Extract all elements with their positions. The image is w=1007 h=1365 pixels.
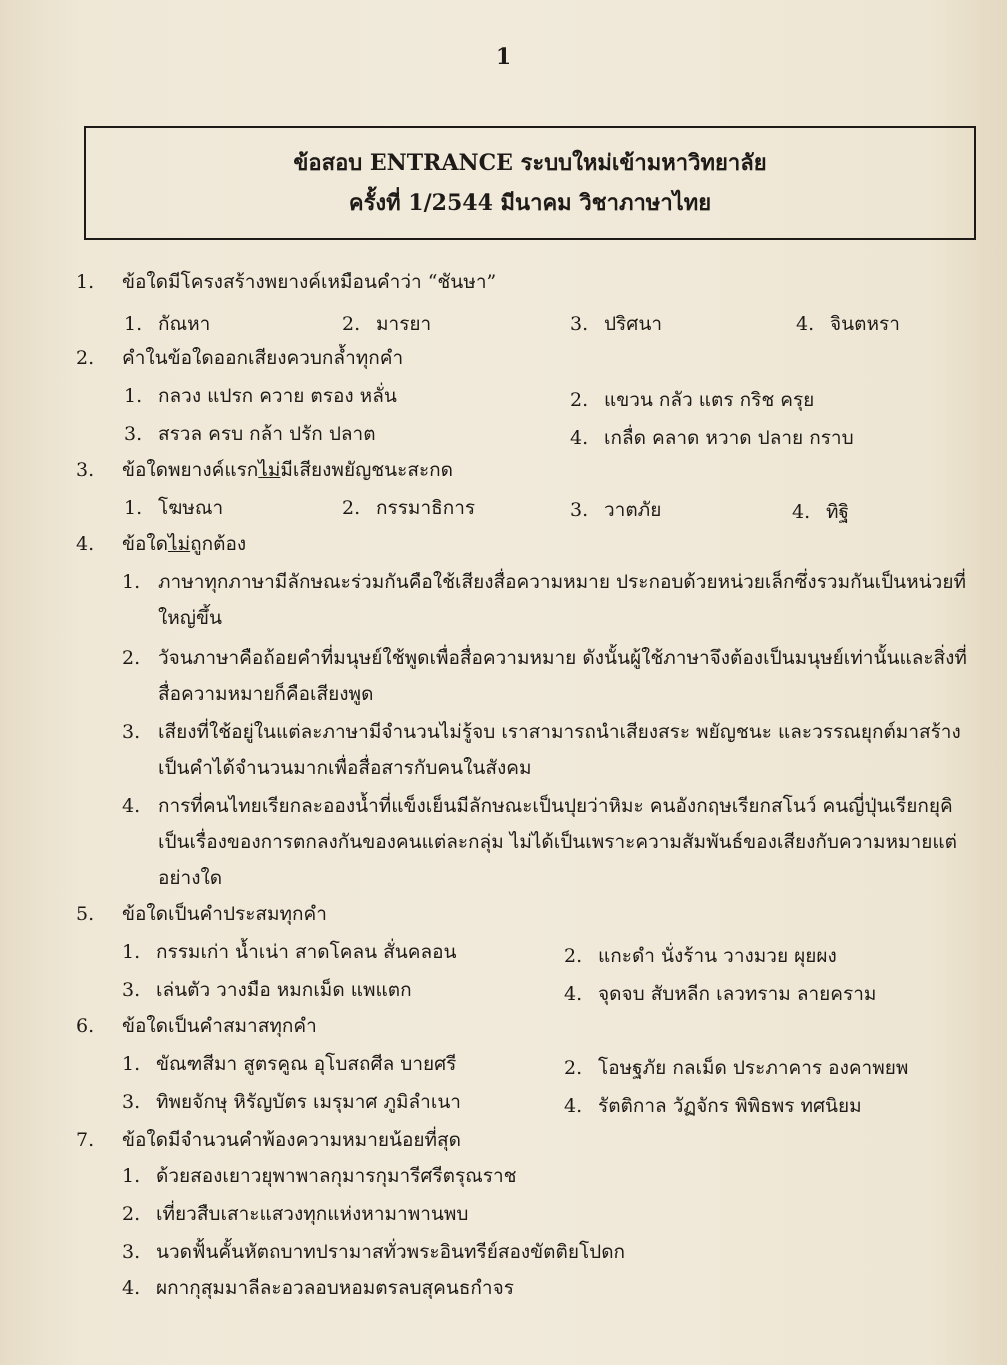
- option-number: 3.: [122, 721, 141, 743]
- option-number: 3.: [570, 499, 589, 521]
- question-text-a: ข้อใดพยางค์แรก: [122, 459, 259, 481]
- option-2-1[interactable]: [124, 384, 397, 408]
- option-text: เล่นตัว วางมือ หมกเม็ด แพแตก: [156, 979, 412, 1001]
- option-1-3[interactable]: [570, 312, 662, 336]
- option-7-1[interactable]: [122, 1164, 517, 1188]
- option-number: 2.: [122, 647, 141, 669]
- exam-title-line-1: ข้อสอบ ENTRANCE ระบบใหม่เข้ามหาวิทยาลัย: [293, 150, 767, 176]
- option-number: 2.: [342, 313, 361, 335]
- option-text: กัณหา: [158, 313, 211, 335]
- option-number: 1.: [124, 313, 143, 335]
- option-4-4[interactable]: [122, 788, 982, 896]
- option-6-1[interactable]: [122, 1052, 456, 1076]
- question-number: 3.: [76, 459, 95, 481]
- option-number: 1.: [122, 1053, 141, 1075]
- option-4-1[interactable]: [122, 564, 982, 636]
- option-number: 3.: [122, 1241, 141, 1263]
- question-text: ข้อใดมีโครงสร้างพยางค์เหมือนคำว่า “ชันษา”: [122, 271, 497, 293]
- question-text-underlined: ไม่: [258, 459, 281, 481]
- question-3: [76, 458, 453, 482]
- question-text: ข้อใดเป็นคำสมาสทุกคำ: [122, 1015, 317, 1037]
- option-text: จินตหรา: [830, 313, 900, 335]
- option-text: โฆษณา: [158, 497, 224, 519]
- option-number: 3.: [570, 313, 589, 335]
- question-text-b: ถูกต้อง: [190, 533, 247, 555]
- option-5-3[interactable]: [122, 978, 412, 1002]
- option-number: 2.: [122, 1203, 141, 1225]
- option-text: เสียงที่ใช้อยู่ในแต่ละภาษามีจำนวนไม่รู้จบ เราสามารถนำเสียงสระ พยัญชนะ และวรรณยุกต์มาสร้างเป็นคำได้จำนวนมากเพื่อสื่อสารกับคนในสังคม: [158, 721, 961, 779]
- option-number: 4.: [570, 427, 589, 449]
- option-number: 2.: [570, 389, 589, 411]
- option-1-1[interactable]: [124, 312, 210, 336]
- option-4-3[interactable]: [122, 714, 982, 786]
- option-text: การที่คนไทยเรียกละอองน้ำที่แข็งเย็นมีลักษณะเป็นปุยว่าหิมะ คนอังกฤษเรียกสโนว์ คนญี่ปุ่นเรียกยุคิ เป็นเรื่องของการตกลงกันของคนแต่ละกลุ่ม ไม่ได้เป็นเพราะความสัมพันธ์ของเสียงกับความหมายแต่อย่างใด: [158, 795, 957, 889]
- option-6-2[interactable]: [564, 1056, 908, 1080]
- option-text: จุดจบ สับหลีก เลวทราม ลายคราม: [598, 983, 877, 1005]
- option-number: 4.: [122, 1277, 141, 1299]
- option-number: 1.: [122, 1165, 141, 1187]
- option-3-1[interactable]: [124, 496, 223, 520]
- option-2-2[interactable]: [570, 388, 814, 412]
- option-number: 1.: [122, 571, 141, 593]
- question-6: [76, 1014, 317, 1038]
- question-4: [76, 532, 246, 556]
- option-text: ด้วยสองเยาวยุพาพาลกุมารกุมารีศรีตรุณราช: [156, 1165, 517, 1187]
- question-5: [76, 902, 327, 926]
- question-number: 4.: [76, 533, 95, 555]
- option-1-2[interactable]: [342, 312, 431, 336]
- option-text: กรรมาธิการ: [376, 497, 476, 519]
- option-text: สรวล ครบ กล้า ปรัก ปลาต: [158, 423, 376, 445]
- option-text: นวดฟั้นคั้นหัตถบาทปรามาสทั่วพระอินทรีย์สองขัตติยโปดก: [156, 1241, 626, 1263]
- option-text: มารยา: [376, 313, 432, 335]
- question-text-b: มีเสียงพยัญชนะสะกด: [280, 459, 453, 481]
- option-number: 4.: [796, 313, 815, 335]
- question-number: 6.: [76, 1015, 95, 1037]
- option-text: กลวง แปรก ควาย ตรอง หลั่น: [158, 385, 397, 407]
- option-text: ผกากุสุมมาลีละอวลอบหอมตรลบสุคนธกำจร: [156, 1277, 514, 1299]
- option-number: 3.: [124, 423, 143, 445]
- question-text: คำในข้อใดออกเสียงควบกล้ำทุกคำ: [122, 347, 404, 369]
- option-7-2[interactable]: [122, 1202, 468, 1226]
- option-number: 3.: [122, 979, 141, 1001]
- option-number: 4.: [792, 501, 811, 523]
- option-7-3[interactable]: [122, 1240, 625, 1264]
- question-text: ข้อใดเป็นคำประสมทุกคำ: [122, 903, 327, 925]
- option-5-2[interactable]: [564, 944, 837, 968]
- option-number: 1.: [124, 497, 143, 519]
- question-1: [76, 270, 496, 294]
- option-4-2[interactable]: [122, 640, 982, 712]
- option-6-3[interactable]: [122, 1090, 461, 1114]
- question-text: ข้อใดมีจำนวนคำพ้องความหมายน้อยที่สุด: [122, 1129, 461, 1151]
- option-number: 1.: [122, 941, 141, 963]
- page-number: 1: [495, 44, 512, 70]
- option-3-2[interactable]: [342, 496, 475, 520]
- question-number: 1.: [76, 271, 95, 293]
- option-number: 3.: [122, 1091, 141, 1113]
- option-text: รัตติกาล วัฏจักร พิพิธพร ทศนิยม: [598, 1095, 862, 1117]
- option-text: กรรมเก่า น้ำเน่า สาดโคลน สั่นคลอน: [156, 941, 457, 963]
- question-text-a: ข้อใด: [122, 533, 169, 555]
- option-number: 4.: [564, 983, 583, 1005]
- question-number: 5.: [76, 903, 95, 925]
- option-3-4[interactable]: [792, 500, 849, 524]
- option-text: ทิฐิ: [826, 501, 850, 523]
- option-2-4[interactable]: [570, 426, 854, 450]
- option-number: 2.: [564, 1057, 583, 1079]
- option-text: ปริศนา: [604, 313, 662, 335]
- option-number: 1.: [124, 385, 143, 407]
- option-text: วัจนภาษาคือถ้อยคำที่มนุษย์ใช้พูดเพื่อสื่อความหมาย ดังนั้นผู้ใช้ภาษาจึงต้องเป็นมนุษย์เท่านั้นและสิ่งที่สื่อความหมายก็คือเสียงพูด: [158, 647, 967, 705]
- option-text: ขัณฑสีมา สูตรคูณ อุโบสถศีล บายศรี: [156, 1053, 457, 1075]
- option-5-4[interactable]: [564, 982, 876, 1006]
- option-text: แกะดำ นั่งร้าน วางมวย ผุยผง: [598, 945, 837, 967]
- option-text: เที่ยวสืบเสาะแสวงทุกแห่งหามาพานพบ: [156, 1203, 469, 1225]
- option-number: 4.: [122, 795, 141, 817]
- option-number: 2.: [342, 497, 361, 519]
- option-number: 4.: [564, 1095, 583, 1117]
- option-3-3[interactable]: [570, 498, 661, 522]
- option-6-4[interactable]: [564, 1094, 862, 1118]
- question-2: [76, 346, 403, 370]
- option-number: 2.: [564, 945, 583, 967]
- exam-title-box: [84, 126, 976, 240]
- question-7: [76, 1128, 461, 1152]
- option-text: ภาษาทุกภาษามีลักษณะร่วมกันคือใช้เสียงสื่อความหมาย ประกอบด้วยหน่วยเล็กซึ่งรวมกันเป็นหน่วยที่ใหญ่ขึ้น: [158, 571, 966, 629]
- question-number: 7.: [76, 1129, 95, 1151]
- option-text: วาตภัย: [604, 499, 662, 521]
- option-7-4[interactable]: [122, 1276, 514, 1300]
- exam-title-line-2: ครั้งที่ 1/2544 มีนาคม วิชาภาษาไทย: [348, 190, 712, 216]
- option-1-4[interactable]: [796, 312, 900, 336]
- option-5-1[interactable]: [122, 940, 457, 964]
- question-text-underlined: ไม่: [168, 533, 191, 555]
- option-text: แขวน กลัว แตร กริช ครุย: [604, 389, 815, 411]
- option-text: เกลื่ด คลาด หวาด ปลาย กราบ: [604, 427, 854, 449]
- option-text: โอษฐภัย กลเม็ด ประภาคาร องคาพยพ: [598, 1057, 909, 1079]
- question-number: 2.: [76, 347, 95, 369]
- option-2-3[interactable]: [124, 422, 376, 446]
- option-text: ทิพยจักษุ หิรัญบัตร เมรุมาศ ภูมิลำเนา: [156, 1091, 461, 1113]
